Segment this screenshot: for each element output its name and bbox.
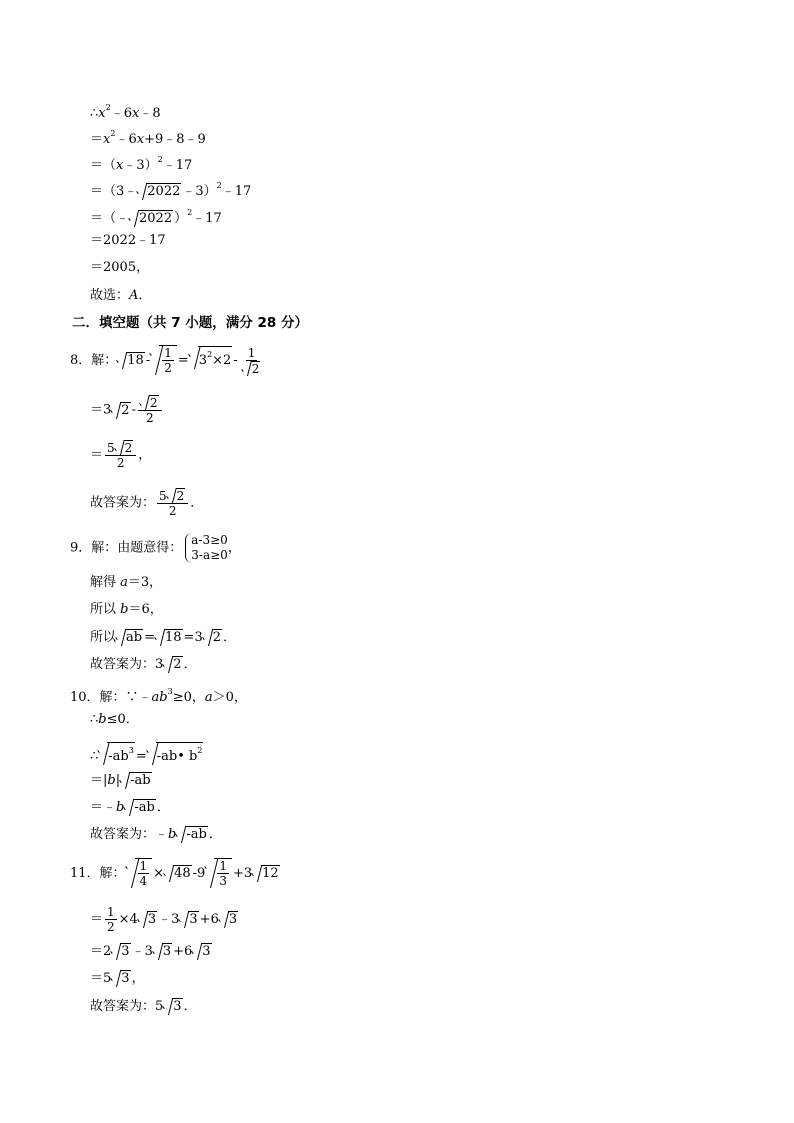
sqrt-symbol: 12 (252, 865, 280, 882)
sqrt-symbol: 3 (111, 943, 130, 960)
q9-line-4: 所以 ab = 18 =3 2 ． (90, 630, 237, 645)
sqrt-symbol: $3^2\times 2$ (189, 346, 233, 369)
sqrt-symbol: 18 (155, 629, 183, 646)
sqrt-symbol: 2 (163, 656, 182, 673)
sqrt-symbol: 2 (140, 395, 159, 410)
q11-line-3: ＝2 3 ﹣3 3 +6 3 (90, 944, 211, 959)
sqrt-symbol: 2 (111, 402, 130, 419)
sqrt-symbol: $\frac{1}{4}$ (126, 858, 153, 888)
q10-line-1: 10．解：$\because﹣ab^3\ge 0$，a＞0， (70, 687, 247, 705)
q7-line-7: ＝2005， (90, 260, 150, 275)
sqrt-symbol: 3 (219, 911, 238, 928)
q7-line-5: ＝（﹣ 2022 ）$^2$﹣17 (90, 208, 222, 226)
section-heading: 二．填空题（共 7 小题，满分 28 分） (72, 315, 308, 331)
sqrt-symbol: 3 (138, 911, 157, 928)
sqrt-symbol: 3 (179, 911, 198, 928)
sqrt-symbol: 18 (117, 352, 145, 369)
q7-answer: 故选：A． (90, 288, 152, 303)
q8-line-3: ＝ 5 2 2 ， (90, 441, 152, 470)
sqrt-symbol: -ab• $b^2$ (147, 742, 204, 765)
q11-line-1: 11．解： $\frac{1}{4}$ × 48 -9 $\frac{1}{3}$ +3 12 (70, 859, 279, 888)
q7-line-1: $\therefore x^2﹣6x﹣8$ (90, 103, 161, 121)
q10-line-3: ∴ $-ab^3$ = -ab• $b^2$ (90, 742, 204, 765)
q10-line-5: ＝﹣b -ab ． (90, 800, 170, 815)
sqrt-symbol: 3 (192, 943, 211, 960)
sqrt-symbol: 2022 (137, 183, 181, 200)
sqrt-symbol: -ab (124, 799, 155, 816)
q7-line-3: ＝（x﹣3）$^2$﹣17 (90, 155, 193, 173)
q7-line-6: ＝2022﹣17 (90, 233, 166, 248)
q7-line-2: $=x^2﹣6x+9﹣8﹣9$ (90, 129, 206, 147)
q9-line-3: 所以 b＝6， (90, 602, 163, 617)
sqrt-symbol: $\frac{1}{2}$ (150, 345, 177, 375)
q9-answer: 故答案为：3 2 ． (90, 657, 197, 672)
q8-line-2: ＝3 2 - $\frac{2}{2}$ (90, 395, 164, 425)
q9-line-1: 9．解：由题意得： a-3≥0 3-a≥0 ， (70, 533, 241, 562)
q10-answer: 故答案为：﹣b -ab ． (90, 827, 222, 842)
sqrt-symbol: 2022 (129, 210, 173, 227)
sqrt-symbol: 2 (203, 629, 222, 646)
q11-answer: 故答案为：5 3 ． (90, 999, 197, 1014)
q9-line-2: 解得 a＝3， (90, 575, 163, 590)
q10-line-2: ∴b≤0． (90, 712, 139, 727)
sqrt-symbol: $\frac{1}{3}$ (205, 858, 232, 888)
sqrt-symbol: 3 (153, 943, 172, 960)
q8-answer: 故答案为： 5 2 2 ． (90, 489, 204, 518)
sqrt-symbol: 2 (115, 440, 134, 455)
q8-line-1: 8．解： 18 - $\frac{1}{2}$ = $3^2\times 2$ - $\frac{1}{2}$ (70, 345, 260, 376)
sqrt-symbol: 3 (163, 998, 182, 1015)
sqrt-symbol: 48 (164, 865, 192, 882)
sqrt-symbol: 3 (111, 970, 130, 987)
sqrt-symbol: -ab (120, 772, 151, 789)
sqrt-symbol: -ab (176, 826, 207, 843)
sqrt-symbol: $-ab^3$ (98, 742, 135, 765)
q11-line-2: ＝ $\frac{1}{2}$ ×4 3 ﹣3 3 +6 3 (90, 905, 238, 934)
system-brace: a-3≥0 3-a≥0 (185, 533, 228, 563)
q11-line-4: ＝5 3 ， (90, 971, 145, 986)
sqrt-symbol: 2 (242, 361, 261, 376)
sqrt-symbol: 2 (167, 488, 186, 503)
q7-line-4: ＝（3﹣ 2022 ﹣3）$^2$﹣17 (90, 181, 252, 199)
sqrt-symbol: ab (116, 629, 143, 646)
q10-line-4: ＝|b| -ab (90, 773, 151, 788)
